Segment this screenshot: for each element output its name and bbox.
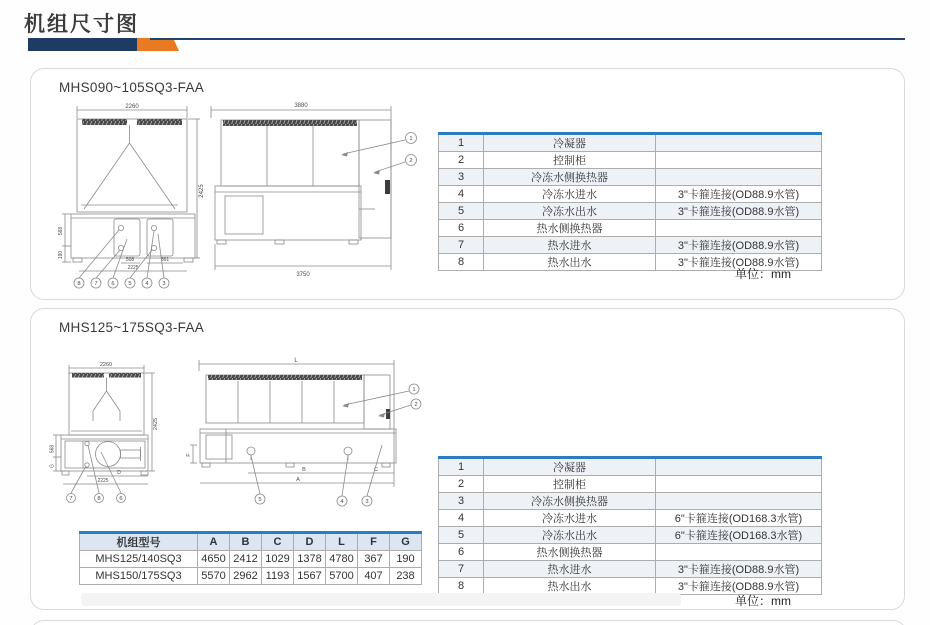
svg-text:8: 8 <box>97 496 101 502</box>
svg-text:2425: 2425 <box>199 184 205 198</box>
cell-no: 8 <box>439 578 484 595</box>
cell-spec <box>656 544 822 561</box>
cell-spec <box>656 476 822 493</box>
unit-body <box>221 120 391 238</box>
cell-dim: 2412 <box>230 551 262 568</box>
svg-text:5: 5 <box>258 497 262 503</box>
svg-text:7: 7 <box>69 496 73 502</box>
dimension-labels <box>58 104 205 271</box>
cell-spec <box>656 220 822 237</box>
svg-text:C: C <box>374 467 378 473</box>
table-row <box>439 561 822 578</box>
cell-no: 6 <box>439 220 484 237</box>
table-row <box>439 458 822 476</box>
callouts-bottom-2 <box>251 445 382 506</box>
svg-text:B: B <box>302 467 306 473</box>
cell-dim: 4780 <box>326 551 358 568</box>
cell-name: 冷冻水侧换热器 <box>484 169 656 186</box>
cell-no: 7 <box>439 237 484 254</box>
col-header: A <box>198 533 230 551</box>
svg-text:6: 6 <box>111 281 115 287</box>
cell-dim: 5700 <box>326 568 358 585</box>
svg-text:3750: 3750 <box>296 272 310 278</box>
cell-spec: 3"卡箍连接(OD88.9水管) <box>656 237 822 254</box>
svg-text:2425: 2425 <box>153 417 159 431</box>
cell-dim: 238 <box>390 568 422 585</box>
svg-text:861: 861 <box>160 257 170 263</box>
callouts-side-1 <box>341 133 417 175</box>
svg-text:568: 568 <box>49 444 56 454</box>
svg-text:G: G <box>49 464 56 468</box>
svg-text:3: 3 <box>365 499 369 505</box>
cell-spec <box>656 169 822 186</box>
model-label: MHS090~105SQ3-FAA <box>59 80 205 95</box>
svg-text:7: 7 <box>94 281 98 287</box>
unit-body <box>77 119 187 212</box>
table-row <box>439 203 822 220</box>
svg-text:3880: 3880 <box>294 103 308 109</box>
svg-text:508: 508 <box>125 257 135 263</box>
table-row <box>439 237 822 254</box>
svg-text:6: 6 <box>119 496 123 502</box>
cell-spec: 3"卡箍连接(OD88.9水管) <box>656 186 822 203</box>
cell-spec <box>656 493 822 510</box>
side-view-drawing-2 <box>186 353 436 513</box>
dimension-lines <box>211 106 391 270</box>
svg-text:2: 2 <box>414 402 418 408</box>
side-view-drawing-1 <box>199 94 429 289</box>
fan-grille <box>137 119 182 125</box>
svg-text:8: 8 <box>77 281 81 287</box>
cell-no: 1 <box>439 458 484 476</box>
cell-name: 冷冻水出水 <box>484 203 656 220</box>
svg-text:4: 4 <box>145 281 149 287</box>
svg-text:190: 190 <box>58 250 64 260</box>
cell-no: 4 <box>439 510 484 527</box>
cell-no: 8 <box>439 254 484 271</box>
unit-body <box>206 375 390 429</box>
table-row <box>439 544 822 561</box>
col-header: L <box>326 533 358 551</box>
col-header: G <box>390 533 422 551</box>
front-view-drawing-2 <box>49 359 201 509</box>
cell-name: 热水进水 <box>484 237 656 254</box>
cell-spec <box>656 152 822 169</box>
col-header: 机组型号 <box>80 533 198 551</box>
cell-dim: 367 <box>358 551 390 568</box>
cell-no: 5 <box>439 203 484 220</box>
svg-text:2225: 2225 <box>97 478 109 484</box>
fan-grille <box>223 120 357 126</box>
dimension-lines <box>62 106 200 271</box>
cell-name: 冷凝器 <box>484 134 656 152</box>
svg-text:2260: 2260 <box>99 362 113 368</box>
svg-text:D: D <box>117 470 121 476</box>
table-header-row <box>80 533 422 551</box>
svg-text:2260: 2260 <box>125 104 139 110</box>
title-rule-line <box>150 38 905 40</box>
table-row <box>80 551 422 568</box>
cell-spec <box>656 458 822 476</box>
table-row <box>439 493 822 510</box>
table-row <box>439 169 822 186</box>
fan-grille <box>82 119 127 125</box>
cell-name: 冷冻水侧换热器 <box>484 493 656 510</box>
svg-text:2225: 2225 <box>127 265 139 271</box>
cell-no: 2 <box>439 476 484 493</box>
cell-spec <box>656 134 822 152</box>
cell-spec: 6"卡箍连接(OD168.3水管) <box>656 510 822 527</box>
dimension-labels <box>294 103 310 278</box>
callouts-side-2 <box>342 384 421 418</box>
unit-body <box>69 373 144 435</box>
svg-text:3: 3 <box>162 281 166 287</box>
cell-name: 控制柜 <box>484 152 656 169</box>
cell-no: 6 <box>439 544 484 561</box>
cell-name: 冷冻水进水 <box>484 186 656 203</box>
cell-name: 冷凝器 <box>484 458 656 476</box>
table-row <box>439 510 822 527</box>
fan-grille <box>72 373 104 378</box>
cell-no: 2 <box>439 152 484 169</box>
callouts-front-2 <box>67 494 126 503</box>
unit-base <box>215 186 375 244</box>
dimensions-table <box>79 531 422 585</box>
cell-spec: 6"卡箍连接(OD168.3水管) <box>656 527 822 544</box>
cell-name: 冷冻水出水 <box>484 527 656 544</box>
section-mhs125-175 <box>30 308 905 610</box>
table-row <box>439 186 822 203</box>
cell-name: 热水侧换热器 <box>484 544 656 561</box>
cell-name: 冷冻水进水 <box>484 510 656 527</box>
unit-note: 单位：mm <box>735 267 791 281</box>
cell-name: 控制柜 <box>484 476 656 493</box>
col-header: C <box>262 533 294 551</box>
cell-dim: 4650 <box>198 551 230 568</box>
svg-text:L: L <box>294 358 298 364</box>
cell-dim: 1193 <box>262 568 294 585</box>
table-row <box>439 220 822 237</box>
svg-text:4: 4 <box>340 499 344 505</box>
page-title: 机组尺寸图 <box>24 13 139 36</box>
cell-name: 热水出水 <box>484 254 656 271</box>
cell-dim: 2962 <box>230 568 262 585</box>
table-row <box>439 152 822 169</box>
next-section-edge <box>30 620 907 625</box>
cell-dim: 407 <box>358 568 390 585</box>
cell-no: 4 <box>439 186 484 203</box>
col-header: D <box>294 533 326 551</box>
cell-model: MHS150/175SQ3 <box>80 568 198 585</box>
cell-no: 1 <box>439 134 484 152</box>
unit-base <box>61 435 148 475</box>
fan-grille <box>109 373 141 378</box>
cell-name: 热水侧换热器 <box>484 220 656 237</box>
table-row <box>80 568 422 585</box>
parts-table-1 <box>438 132 822 271</box>
unit-base <box>200 429 396 467</box>
cell-dim: 1378 <box>294 551 326 568</box>
parts-table-2 <box>438 456 822 595</box>
section-mhs090-105 <box>30 68 905 300</box>
unit-base <box>71 214 195 262</box>
cell-no: 3 <box>439 169 484 186</box>
svg-text:A: A <box>296 477 300 483</box>
cell-no: 5 <box>439 527 484 544</box>
callouts-front-1 <box>74 278 169 288</box>
svg-text:5: 5 <box>128 281 132 287</box>
svg-text:1: 1 <box>409 136 413 142</box>
cell-no: 3 <box>439 493 484 510</box>
cell-dim: 1029 <box>262 551 294 568</box>
col-header: B <box>230 533 262 551</box>
cell-model: MHS125/140SQ3 <box>80 551 198 568</box>
svg-text:2: 2 <box>409 158 413 164</box>
cell-no: 7 <box>439 561 484 578</box>
cell-dim: 1567 <box>294 568 326 585</box>
fan-grille <box>208 375 362 380</box>
cell-name: 热水进水 <box>484 561 656 578</box>
col-header: F <box>358 533 390 551</box>
cell-spec: 3"卡箍连接(OD88.9水管) <box>656 578 822 595</box>
svg-text:1: 1 <box>412 387 416 393</box>
cell-spec: 3"卡箍连接(OD88.9水管) <box>656 561 822 578</box>
table-row <box>439 134 822 152</box>
cell-name: 热水出水 <box>484 578 656 595</box>
cell-spec: 3"卡箍连接(OD88.9水管) <box>656 203 822 220</box>
unit-note: 单位：mm <box>735 594 791 608</box>
model-label: MHS125~175SQ3-FAA <box>59 320 205 335</box>
svg-text:568: 568 <box>58 226 64 236</box>
cell-dim: 190 <box>390 551 422 568</box>
table-row <box>439 527 822 544</box>
svg-text:F: F <box>186 453 192 457</box>
table-row <box>439 476 822 493</box>
title-rule-navy <box>28 38 137 51</box>
cell-spec: 3"卡箍连接(OD88.9水管) <box>656 254 822 271</box>
cell-dim: 5570 <box>198 568 230 585</box>
